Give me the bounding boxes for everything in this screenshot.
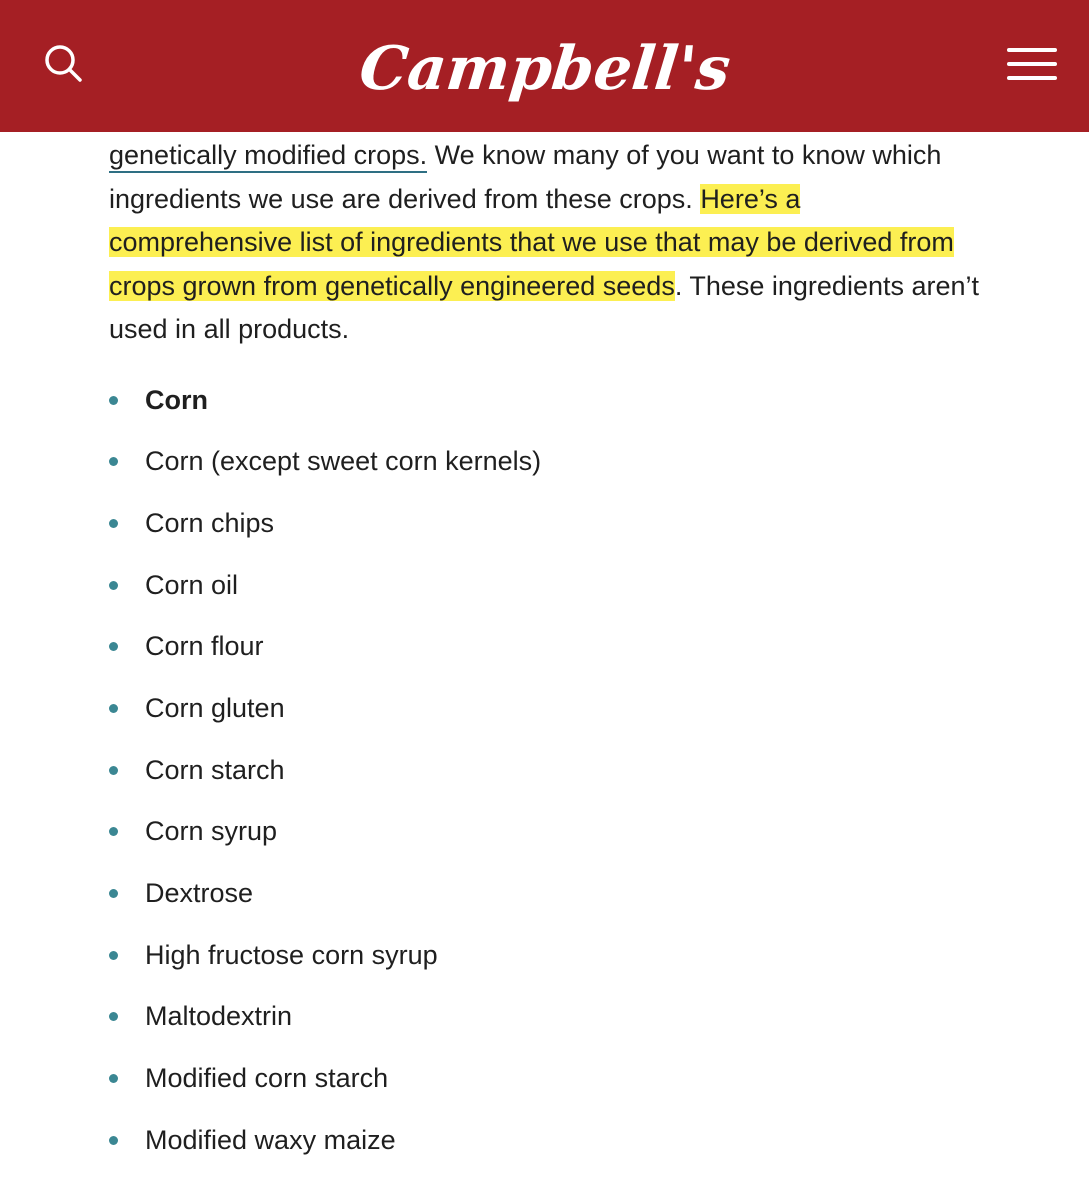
bullet-icon — [109, 642, 118, 651]
search-button[interactable] — [40, 40, 88, 88]
bullet-icon — [109, 1136, 118, 1145]
list-item: Corn gluten — [109, 678, 989, 740]
list-item: Dextrose — [109, 863, 989, 925]
bullet-icon — [109, 457, 118, 466]
list-item: High fructose corn syrup — [109, 925, 989, 987]
list-item: Corn chips — [109, 493, 989, 555]
list-item: Maltodextrin — [109, 986, 989, 1048]
bullet-icon — [109, 951, 118, 960]
bullet-icon — [109, 1074, 118, 1083]
bullet-icon — [109, 396, 118, 405]
hamburger-menu-icon — [1007, 47, 1057, 81]
list-item: Modified waxy maize — [109, 1110, 989, 1172]
list-heading-corn: Corn — [109, 370, 989, 432]
list-item: Corn flour — [109, 616, 989, 678]
search-icon — [44, 44, 84, 84]
article-body — [109, 132, 989, 1171]
list-item: Modified corn starch — [109, 1048, 989, 1110]
bullet-icon — [109, 581, 118, 590]
bullet-icon — [109, 766, 118, 775]
list-item: Corn syrup — [109, 801, 989, 863]
bullet-icon — [109, 704, 118, 713]
bullet-icon — [109, 889, 118, 898]
intro-paragraph — [109, 134, 989, 352]
intro-text-2: . These ingredients aren’t used in all products. — [109, 270, 980, 344]
site-header — [0, 0, 1089, 132]
menu-button[interactable] — [1002, 40, 1062, 88]
ingredient-list — [109, 370, 989, 1172]
highlighted-text: Here’s a comprehensive list of ingredients that we use that may be derived from crops grown from genetically engineered seeds — [109, 183, 954, 301]
bullet-icon — [109, 1012, 118, 1021]
brand-logo[interactable]: Campbell's — [355, 34, 734, 104]
bullet-icon — [109, 519, 118, 528]
list-item: Corn starch — [109, 740, 989, 802]
gmo-crops-link[interactable]: genetically modified crops. — [109, 140, 427, 173]
list-item: Corn oil — [109, 555, 989, 617]
list-item: Corn (except sweet corn kernels) — [109, 431, 989, 493]
bullet-icon — [109, 827, 118, 836]
intro-text-1: We know many of you want to know which ingredients we use are derived from these crops. — [109, 140, 942, 214]
